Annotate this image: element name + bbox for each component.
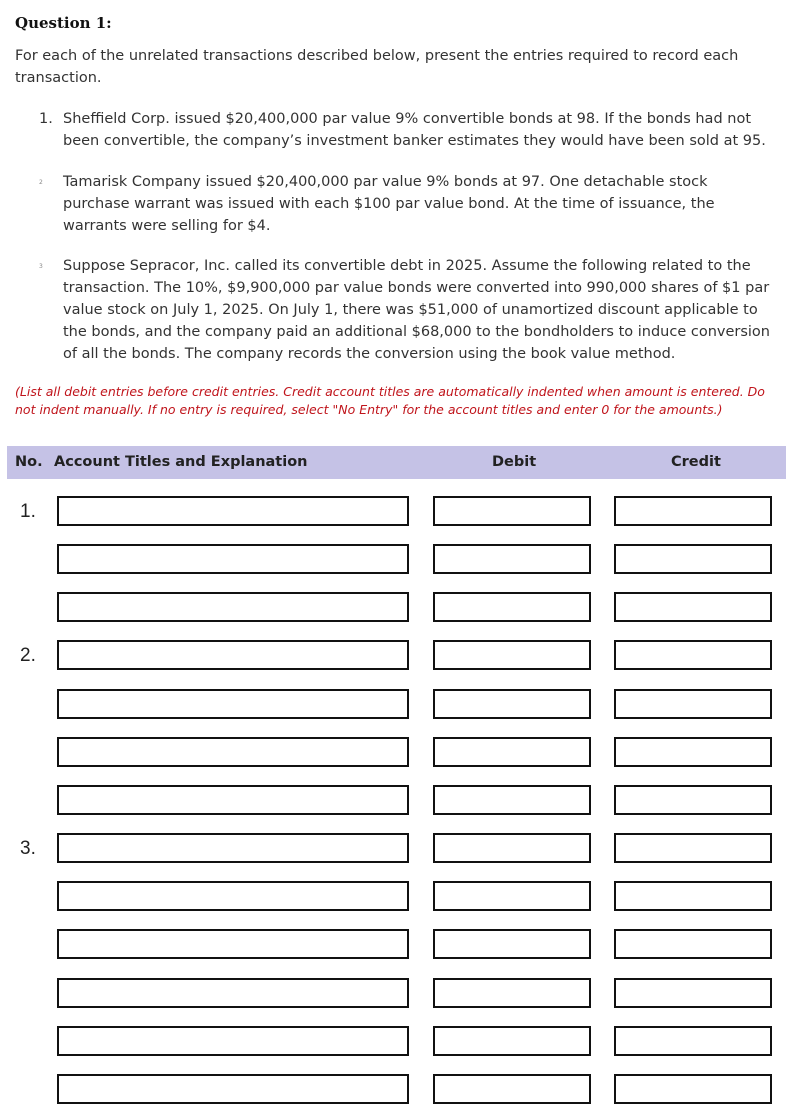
credit-amount-input[interactable] bbox=[614, 496, 772, 526]
account-title-input[interactable] bbox=[57, 592, 409, 622]
account-title-input[interactable] bbox=[57, 737, 409, 767]
account-title-input[interactable] bbox=[57, 689, 409, 719]
credit-amount-input[interactable] bbox=[614, 592, 772, 622]
transaction-marker-1: 1. bbox=[39, 111, 53, 127]
transaction-marker-2: 2 bbox=[39, 179, 43, 186]
credit-amount-input[interactable] bbox=[614, 1074, 772, 1104]
transaction-text-3: Suppose Sepracor, Inc. called its convertible debt in 2025. Assume the following related to the transaction. The 10%, $9,900,000 par value bonds were converted into 990,000 shares of $1 par value stock on July 1, 2025. On July 1, there was $51,000 of unamortized discount applicable to the bonds, and the company paid an additional $68,000 to the bondholders to induce conversion of all the bonds. The company records the conversion using the book value method. bbox=[63, 258, 770, 362]
credit-amount-input[interactable] bbox=[614, 1026, 772, 1056]
credit-amount-input[interactable] bbox=[614, 544, 772, 574]
header-account-titles: Account Titles and Explanation bbox=[54, 454, 308, 470]
debit-amount-input[interactable] bbox=[433, 592, 591, 622]
debit-amount-input[interactable] bbox=[433, 496, 591, 526]
account-title-input[interactable] bbox=[57, 881, 409, 911]
transaction-marker-3: 3 bbox=[39, 263, 43, 270]
credit-amount-input[interactable] bbox=[614, 978, 772, 1008]
account-title-input[interactable] bbox=[57, 1074, 409, 1104]
debit-amount-input[interactable] bbox=[433, 737, 591, 767]
debit-amount-input[interactable] bbox=[433, 1026, 591, 1056]
credit-amount-input[interactable] bbox=[614, 640, 772, 670]
credit-amount-input[interactable] bbox=[614, 929, 772, 959]
debit-amount-input[interactable] bbox=[433, 544, 591, 574]
entry-number-3: 3. bbox=[20, 838, 36, 859]
credit-amount-input[interactable] bbox=[614, 689, 772, 719]
instructions-note: (List all debit entries before credit entries. Credit account titles are automatically indented when amount is entered. Do not indent manually. If no entry is required, select "No Entry" for the account titles and enter 0 for the amounts.) bbox=[15, 384, 765, 417]
question-title: Question 1: bbox=[15, 14, 112, 32]
debit-amount-input[interactable] bbox=[433, 1074, 591, 1104]
debit-amount-input[interactable] bbox=[433, 881, 591, 911]
credit-amount-input[interactable] bbox=[614, 785, 772, 815]
account-title-input[interactable] bbox=[57, 833, 409, 863]
account-title-input[interactable] bbox=[57, 496, 409, 526]
transaction-text-2: Tamarisk Company issued $20,400,000 par value 9% bonds at 97. One detachable stock purchase warrant was issued with each $100 par value bond. At the time of issuance, the warrants were selling for $4. bbox=[63, 174, 715, 234]
debit-amount-input[interactable] bbox=[433, 689, 591, 719]
account-title-input[interactable] bbox=[57, 978, 409, 1008]
debit-amount-input[interactable] bbox=[433, 640, 591, 670]
debit-amount-input[interactable] bbox=[433, 833, 591, 863]
credit-amount-input[interactable] bbox=[614, 833, 772, 863]
debit-amount-input[interactable] bbox=[433, 929, 591, 959]
debit-amount-input[interactable] bbox=[433, 785, 591, 815]
account-title-input[interactable] bbox=[57, 785, 409, 815]
header-credit: Credit bbox=[671, 454, 721, 470]
entry-number-2: 2. bbox=[20, 645, 36, 666]
transaction-text-1: Sheffield Corp. issued $20,400,000 par value 9% convertible bonds at 98. If the bonds had not been convertible, the company’s investment banker estimates they would have been sold at 95. bbox=[63, 111, 766, 149]
account-title-input[interactable] bbox=[57, 929, 409, 959]
account-title-input[interactable] bbox=[57, 640, 409, 670]
credit-amount-input[interactable] bbox=[614, 881, 772, 911]
question-intro: For each of the unrelated transactions described below, present the entries required to record each transaction. bbox=[15, 48, 739, 86]
account-title-input[interactable] bbox=[57, 1026, 409, 1056]
account-title-input[interactable] bbox=[57, 544, 409, 574]
entry-number-1: 1. bbox=[20, 501, 36, 522]
debit-amount-input[interactable] bbox=[433, 978, 591, 1008]
credit-amount-input[interactable] bbox=[614, 737, 772, 767]
journal-table-header bbox=[7, 446, 786, 479]
header-debit: Debit bbox=[492, 454, 537, 470]
header-no: No. bbox=[15, 454, 43, 470]
